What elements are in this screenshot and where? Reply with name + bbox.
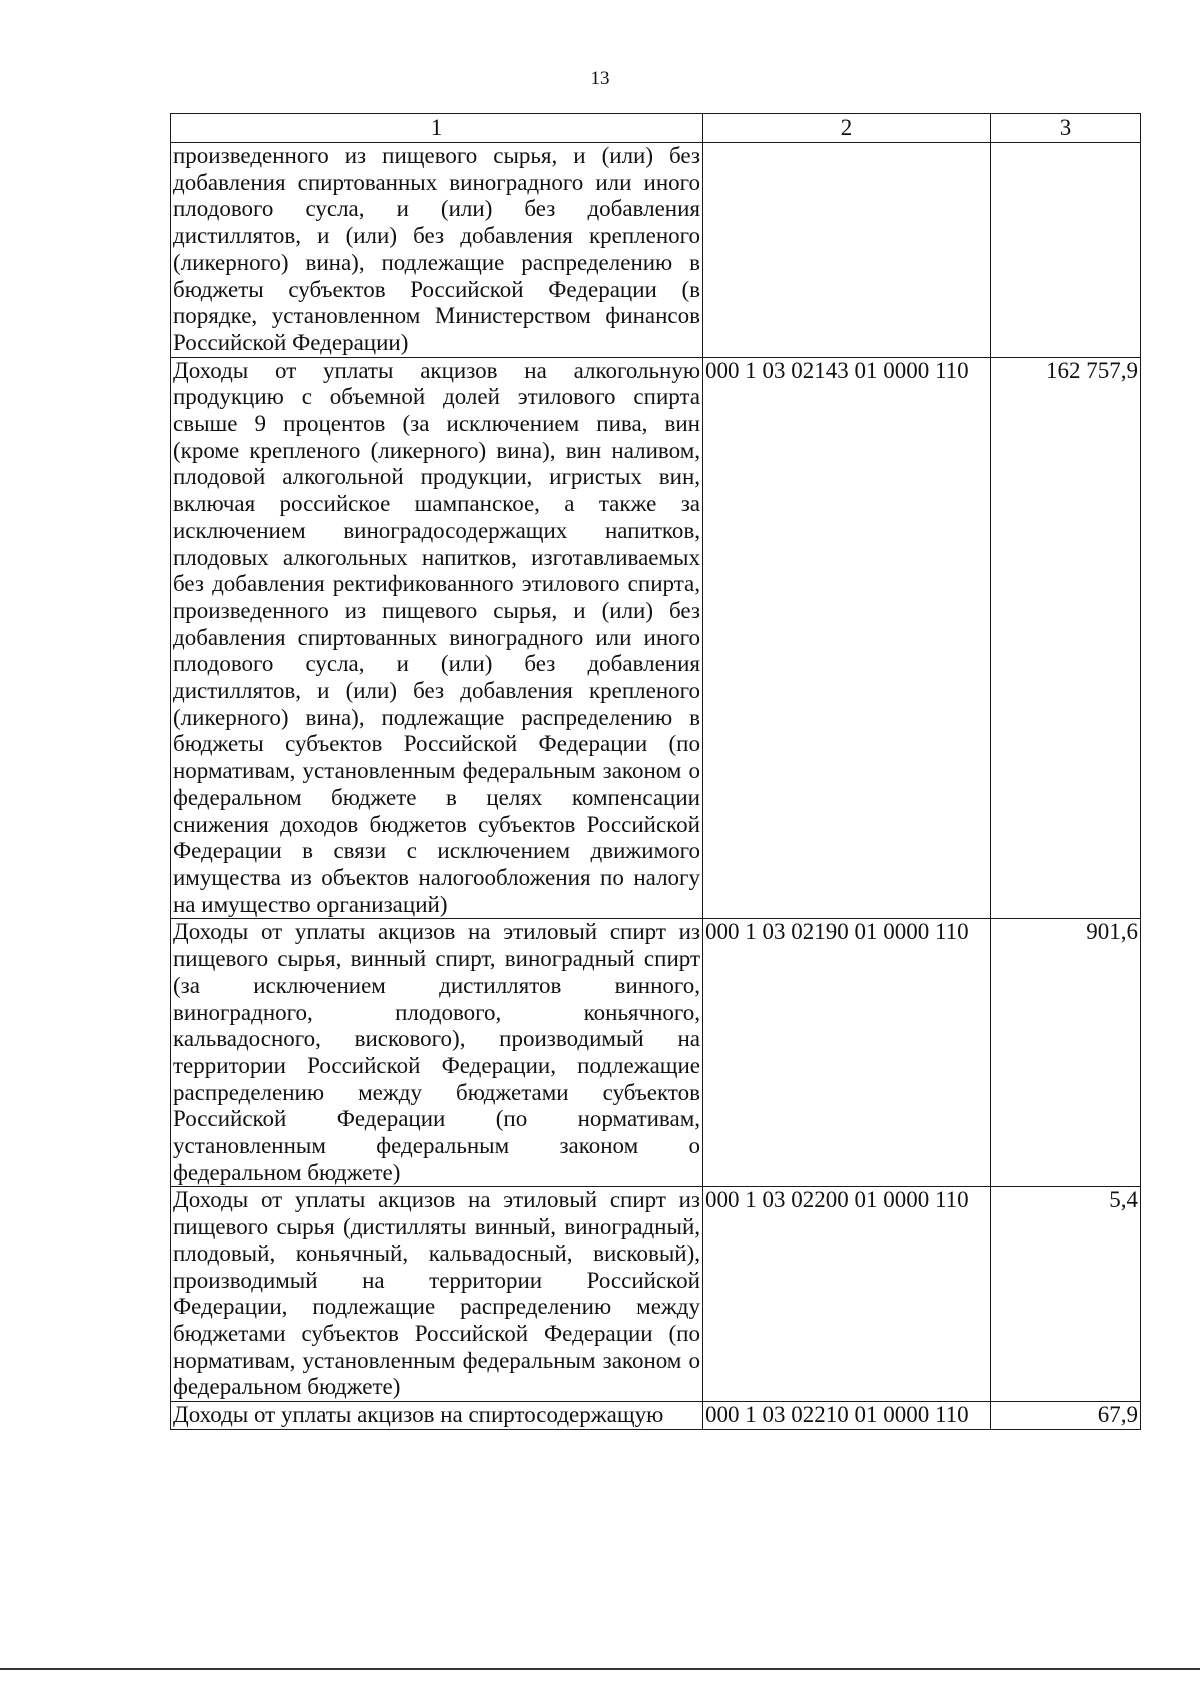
revenue-description: Доходы от уплаты акцизов на этиловый спирт из пищевого сырья, винный спирт, виноградный спирт (за исключением дистиллятов винного, виноградного, плодового, коньячного, кальвадосного, вискового), производимый на территории Российской Федерации, подлежащие распределению между бюджетами субъектов Российской Федерации (по нормативам, установленным федеральным законом о федеральном бюджете) <box>171 919 703 1187</box>
revenue-amount: 67,9 <box>991 1402 1141 1430</box>
budget-classification-code: 000 1 03 02200 01 0000 110 <box>703 1187 991 1402</box>
table-row <box>171 919 1141 1187</box>
revenue-description: произведенного из пищевого сырья, и (или) без добавления спиртованных виноградного или иного плодового сусла, и (или) без добавления дистиллятов, и (или) без добавления крепленого (ликерного) вина), подлежащие распределению в бюджеты субъектов Российской Федерации (в порядке, установленном Министерством финансов Российской Федерации) <box>171 143 703 358</box>
table-row <box>171 1402 1141 1430</box>
budget-classification-code <box>703 143 991 358</box>
table-header-row <box>171 114 1141 143</box>
revenue-description: Доходы от уплаты акцизов на спиртосодержащую <box>171 1402 703 1430</box>
budget-classification-code: 000 1 03 02143 01 0000 110 <box>703 357 991 919</box>
revenue-description: Доходы от уплаты акцизов на алкогольную продукцию с объемной долей этилового спирта свыше 9 процентов (за исключением пива, вин (кроме крепленого (ликерного) вина), вин наливом, плодовой алкогольной продукции, игристых вин, включая российское шампанское, а также за исключением виноградосодержащих напитков, плодовых алкогольных напитков, изготавливаемых без добавления ректификованного этилового спирта, произведенного из пищевого сырья, и (или) без добавления спиртованных виноградного или иного плодового сусла, и (или) без добавления дистиллятов, и (или) без добавления крепленого (ликерного) вина), подлежащие распределению в бюджеты субъектов Российской Федерации (по нормативам, установленным федеральным законом о федеральном бюджете в целях компенсации снижения доходов бюджетов субъектов Российской Федерации в связи с исключением движимого имущества из объектов налогообложения по налогу на имущество организаций) <box>171 357 703 919</box>
page-bottom-rule <box>0 1668 1200 1670</box>
revenue-amount: 901,6 <box>991 919 1141 1187</box>
column-header-3: 3 <box>991 114 1141 143</box>
table-row <box>171 1187 1141 1402</box>
revenue-amount <box>991 143 1141 358</box>
budget-classification-code: 000 1 03 02210 01 0000 110 <box>703 1402 991 1430</box>
revenue-amount: 162 757,9 <box>991 357 1141 919</box>
revenue-amount: 5,4 <box>991 1187 1141 1402</box>
column-header-2: 2 <box>703 114 991 143</box>
page-number: 13 <box>590 68 610 89</box>
revenue-description: Доходы от уплаты акцизов на этиловый спирт из пищевого сырья (дистилляты винный, виноградный, плодовый, коньячный, кальвадосный, висковый), производимый на территории Российской Федерации, подлежащие распределению между бюджетами субъектов Российской Федерации (по нормативам, установленным федеральным законом о федеральном бюджете) <box>171 1187 703 1402</box>
table-row <box>171 357 1141 919</box>
column-header-1: 1 <box>171 114 703 143</box>
table-row <box>171 143 1141 358</box>
budget-classification-code: 000 1 03 02190 01 0000 110 <box>703 919 991 1187</box>
budget-revenue-table <box>170 113 1141 1430</box>
